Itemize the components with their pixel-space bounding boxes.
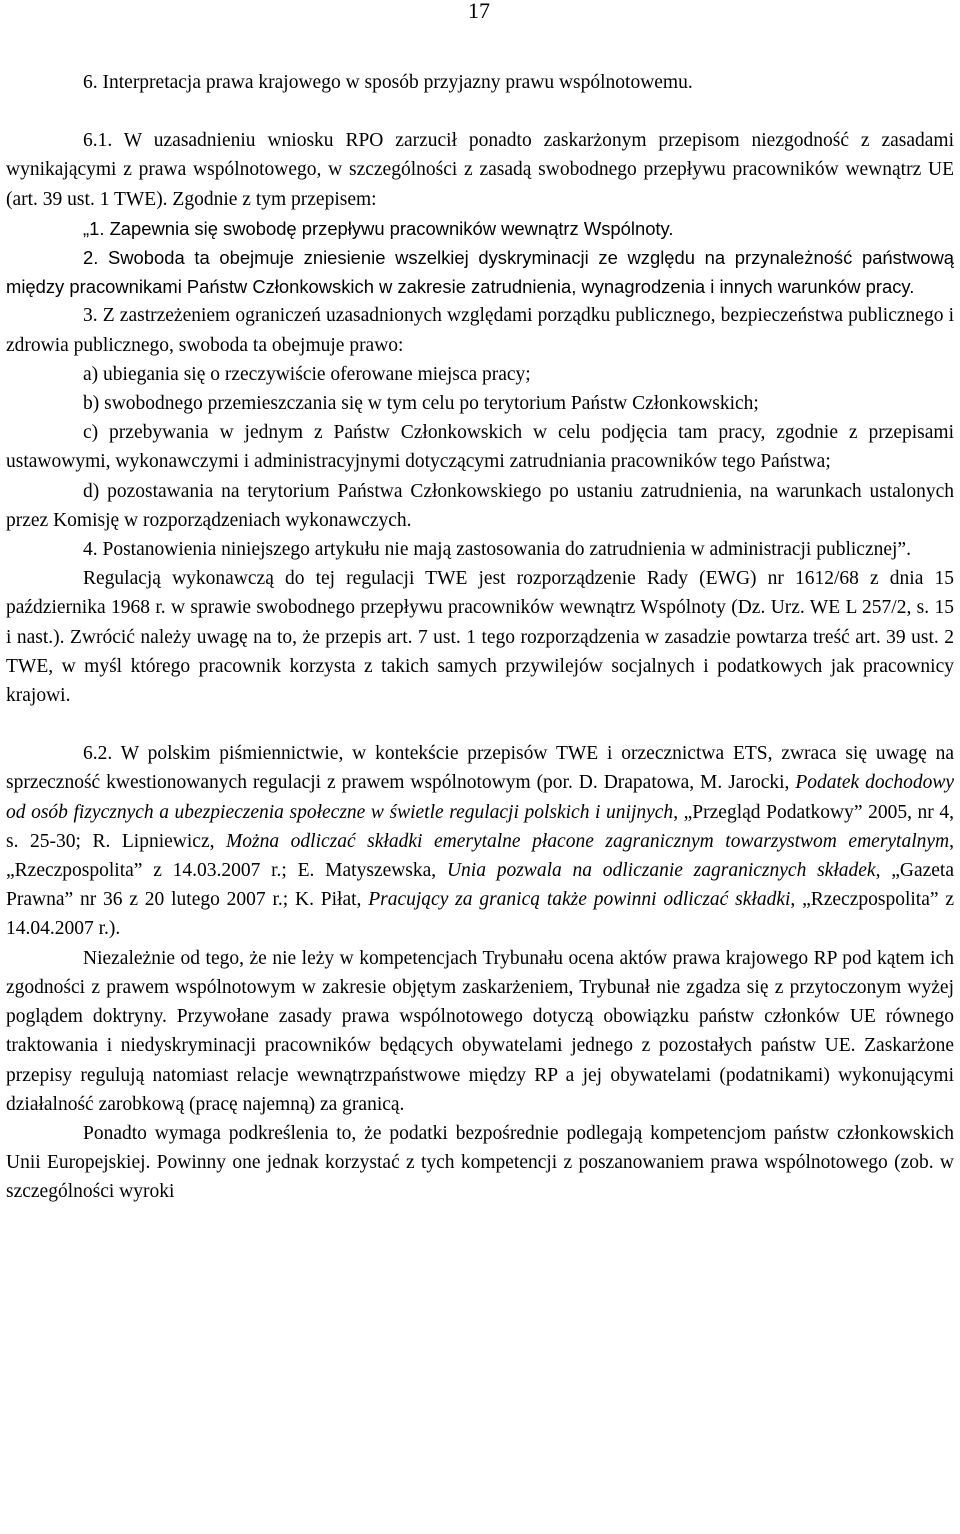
quote-point-3a: a) ubiegania się o rzeczywiście oferowane miejsca pracy;: [83, 363, 531, 385]
cited-title: Pracujący za granicą także powinni odliczać składki: [368, 889, 791, 911]
quote-point-2: 2. Swoboda ta obejmuje zniesienie wszelkiej dyskryminacji ze względu na przynależność państwową między pracownikami Państw Członkowskich w zakresie zatrudnienia, wynagrodzenia i innych warunków pracy.: [6, 247, 954, 298]
document-body: [6, 68, 954, 1207]
paragraph-6-1-intro: 6.1. W uzasadnieniu wniosku RPO zarzucił ponadto zaskarżonym przepisom niezgodność z zasadami wynikającymi z prawa wspólnotowego, w szczególności z zasadą swobodnego przepływu pracowników wewnątrz UE (art. 39 ust. 1 TWE). Zgodnie z tym przepisem:: [6, 130, 954, 210]
paragraph-regulation: Regulacją wykonawczą do tej regulacji TWE jest rozporządzenie Rady (EWG) nr 1612/68 z dnia 15 października 1968 r. w sprawie swobodnego przepływu pracowników wewnątrz Wspólnoty (Dz. Urz. WE L 257/2, s. 15 i nast.). Zwrócić należy uwagę na to, że przepis art. 7 ust. 1 tego rozporządzenia w zasadzie powtarza treść art. 39 ust. 2 TWE, w myśl którego pracownik korzysta z takich samych przywilejów socjalnych i podatkowych jak pracownicy krajowi.: [6, 568, 954, 707]
text-run: , „Rzeczpospolita” z 14.04.2007 r.).: [6, 889, 954, 940]
section-heading: 6. Interpretacja prawa krajowego w sposób przyjazny prawu wspólnotowemu.: [83, 72, 693, 93]
quote-point-3b: b) swobodnego przemieszczania się w tym celu po terytorium Państw Członkowskich;: [83, 393, 759, 415]
article-39-quote: [6, 214, 954, 564]
cited-title: Podatek dochodowy od osób fizycznych a ubezpieczenia społeczne w świetle regulacji polskich i unijnych: [6, 772, 954, 823]
text-run: , „Przegląd Podatkowy” 2005, nr 4, s. 25-30; R. Lipniewicz,: [6, 801, 954, 852]
quote-point-3c: c) przebywania w jednym z Państw Członkowskich w celu podjęcia tam pracy, zgodnie z przepisami ustawowymi, wykonawczymi i administracyjnymi dotyczącymi zatrudniania pracowników tego Państwa;: [6, 422, 954, 473]
text-run: , „Gazeta Prawna” nr 36 z 20 lutego 2007 r.; K. Piłat,: [6, 860, 954, 911]
cited-title: Unia pozwala na odliczanie zagranicznych składek: [446, 860, 876, 882]
paragraph-6-2-literature: [6, 739, 954, 943]
text-run: 6.2. W polskim piśmiennictwie, w kontekście przepisów TWE i orzecznictwa ETS, zwraca się uwagę na sprzeczność kwestionowanych regulacji z prawem wspólnotowym (por. D. Drapatowa, M. Jarocki,: [6, 743, 954, 794]
paragraph-tribunal-view: Niezależnie od tego, że nie leży w kompetencjach Trybunału ocena aktów prawa krajowego RP pod kątem ich zgodności z prawem wspólnotowym w zakresie objętym zaskarżeniem, Trybunał nie zgadza się z przytoczonym wyżej poglądem doktryny. Przywołane zasady prawa wspólnotowego dotyczą obowiązku państw członków UE równego traktowania i niedyskryminacji pracowników będących obywatelami jednego z pozostałych państw UE. Zaskarżone przepisy regulują natomiast relacje wewnątrzpaństwowe między RP a jej obywatelami (podatnikami) wykonującymi działalność zarobkową (pracę najemną) za granicą.: [6, 947, 954, 1115]
quote-point-3d: d) pozostawania na terytorium Państwa Członkowskiego po ustaniu zatrudnienia, na warunkach ustalonych przez Komisję w rozporządzeniach wykonawczych.: [6, 480, 954, 531]
page-number: 17: [468, 0, 490, 23]
quote-point-3: 3. Z zastrzeżeniem ograniczeń uzasadnionych względami porządku publicznego, bezpieczeństwa publicznego i zdrowia publicznego, swoboda ta obejmuje prawo:: [6, 305, 954, 356]
paragraph-direct-taxes: Ponadto wymaga podkreślenia to, że podatki bezpośrednie podlegają kompetencjom państw członkowskich Unii Europejskiej. Powinny one jednak korzystać z tych kompetencji z poszanowaniem prawa wspólnotowego (zob. w szczególności wyroki: [6, 1122, 954, 1203]
quote-point-4: 4. Postanowienia niniejszego artykułu nie mają zastosowania do zatrudnienia w administracji publicznej”.: [83, 539, 911, 561]
cited-title: Można odliczać składki emerytalne płacone zagranicznym towarzystwom emerytalnym: [226, 830, 950, 852]
quote-point-1: „1. Zapewnia się swobodę przepływu pracowników wewnątrz Wspólnoty.: [83, 217, 674, 239]
text-run: , „Rzeczpospolita” z 14.03.2007 r.; E. Matyszewska,: [6, 830, 955, 882]
